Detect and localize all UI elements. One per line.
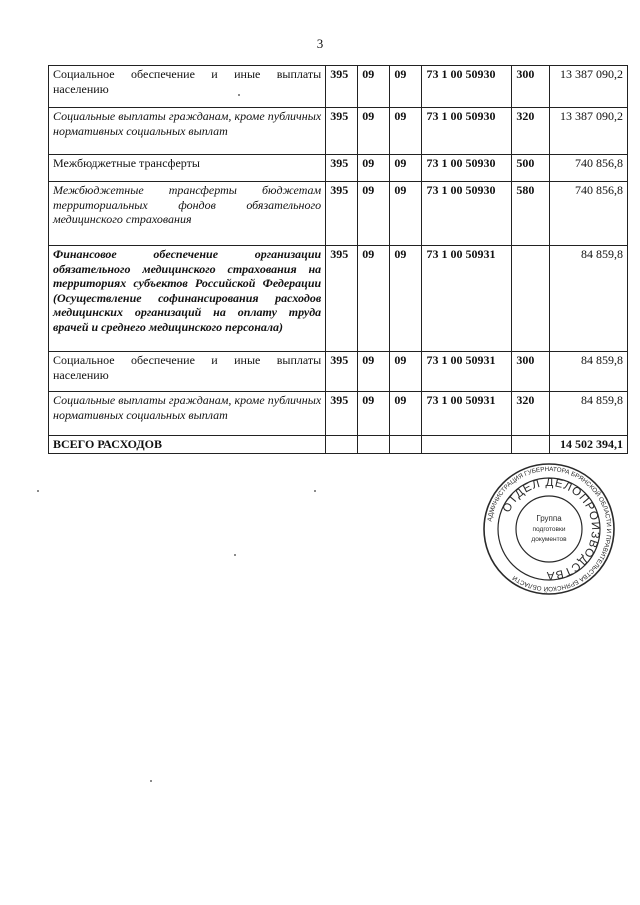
row-name: Финансовое обеспечение организации обязательного медицинского страхования на территориях субъектов Российской Федерации (Осуществление софинансирования расходов медицинских организаций на оплату труда врачей и среднего медицинского персонала) bbox=[49, 246, 326, 352]
row-name: Межбюджетные трансферты bbox=[49, 155, 326, 182]
row-csr: 73 1 00 50930 bbox=[422, 182, 512, 246]
row-vr: 580 bbox=[512, 182, 549, 246]
row-gr: 395 bbox=[326, 108, 358, 155]
row-csr: 73 1 00 50931 bbox=[422, 392, 512, 436]
row-rz: 09 bbox=[358, 182, 390, 246]
row-vr: 500 bbox=[512, 155, 549, 182]
row-gr: 395 bbox=[326, 392, 358, 436]
table-row bbox=[49, 108, 628, 155]
row-vr: 320 bbox=[512, 392, 549, 436]
stamp-center-line3: документов bbox=[531, 536, 567, 543]
row-csr: 73 1 00 50930 bbox=[422, 108, 512, 155]
row-gr: 395 bbox=[326, 246, 358, 352]
row-csr: 73 1 00 50931 bbox=[422, 352, 512, 392]
table-row bbox=[49, 246, 628, 352]
total-empty-cell bbox=[358, 436, 390, 454]
row-sum: 84 859,8 bbox=[549, 352, 627, 392]
row-name: Межбюджетные трансферты бюджетам территориальных фондов обязательного медицинского страхования bbox=[49, 182, 326, 246]
row-csr: 73 1 00 50930 bbox=[422, 155, 512, 182]
row-rz: 09 bbox=[358, 155, 390, 182]
page-number: 3 bbox=[316, 36, 324, 51]
table-row bbox=[49, 182, 628, 246]
total-empty-cell bbox=[422, 436, 512, 454]
row-name: Социальные выплаты гражданам, кроме публичных нормативных социальных выплат bbox=[49, 392, 326, 436]
table-row bbox=[49, 392, 628, 436]
row-csr: 73 1 00 50930 bbox=[422, 66, 512, 108]
table-body bbox=[49, 66, 628, 454]
row-pr: 09 bbox=[390, 108, 422, 155]
row-name: Социальное обеспечение и иные выплаты населению bbox=[49, 352, 326, 392]
row-gr: 395 bbox=[326, 66, 358, 108]
row-gr: 395 bbox=[326, 182, 358, 246]
total-empty-cell bbox=[326, 436, 358, 454]
stamp-outer-text: АДМИНИСТРАЦИЯ ГУБЕРНАТОРА БРЯНСКОЙ ОБЛАСТИ И ПРАВИТЕЛЬСТВА БРЯНСКОЙ ОБЛАСТИ bbox=[486, 465, 613, 593]
total-empty-cell bbox=[390, 436, 422, 454]
row-name: Социальное обеспечение и иные выплаты населению bbox=[49, 66, 326, 108]
row-rz: 09 bbox=[358, 246, 390, 352]
row-sum: 740 856,8 bbox=[549, 155, 627, 182]
scan-speck bbox=[234, 554, 236, 556]
row-sum: 13 387 090,2 bbox=[549, 66, 627, 108]
row-vr: 300 bbox=[512, 66, 549, 108]
row-rz: 09 bbox=[358, 352, 390, 392]
row-gr: 395 bbox=[326, 155, 358, 182]
table-row bbox=[49, 66, 628, 108]
table-row bbox=[49, 352, 628, 392]
row-pr: 09 bbox=[390, 155, 422, 182]
row-pr: 09 bbox=[390, 66, 422, 108]
stamp-center-line1: Группа bbox=[536, 514, 562, 523]
total-label: ВСЕГО РАСХОДОВ bbox=[49, 436, 326, 454]
official-stamp bbox=[482, 462, 616, 596]
row-vr bbox=[512, 246, 549, 352]
stamp-center-line2: подготовки bbox=[532, 526, 566, 533]
row-sum: 84 859,8 bbox=[549, 246, 627, 352]
scan-speck bbox=[37, 490, 39, 492]
row-pr: 09 bbox=[390, 182, 422, 246]
row-rz: 09 bbox=[358, 108, 390, 155]
total-sum: 14 502 394,1 bbox=[549, 436, 627, 454]
row-vr: 300 bbox=[512, 352, 549, 392]
row-gr: 395 bbox=[326, 352, 358, 392]
scan-speck bbox=[238, 94, 240, 96]
table-row bbox=[49, 155, 628, 182]
stamp-ring-text: ОТДЕЛ ДЕЛОПРОИЗВОДСТВА bbox=[500, 476, 602, 582]
row-csr: 73 1 00 50931 bbox=[422, 246, 512, 352]
total-empty-cell bbox=[512, 436, 549, 454]
scan-speck bbox=[150, 780, 152, 782]
budget-table bbox=[48, 65, 628, 454]
row-rz: 09 bbox=[358, 392, 390, 436]
row-pr: 09 bbox=[390, 392, 422, 436]
total-row bbox=[49, 436, 628, 454]
row-pr: 09 bbox=[390, 352, 422, 392]
row-pr: 09 bbox=[390, 246, 422, 352]
scan-speck bbox=[314, 490, 316, 492]
row-sum: 13 387 090,2 bbox=[549, 108, 627, 155]
row-vr: 320 bbox=[512, 108, 549, 155]
row-sum: 740 856,8 bbox=[549, 182, 627, 246]
row-rz: 09 bbox=[358, 66, 390, 108]
row-sum: 84 859,8 bbox=[549, 392, 627, 436]
row-name: Социальные выплаты гражданам, кроме публичных нормативных социальных выплат bbox=[49, 108, 326, 155]
